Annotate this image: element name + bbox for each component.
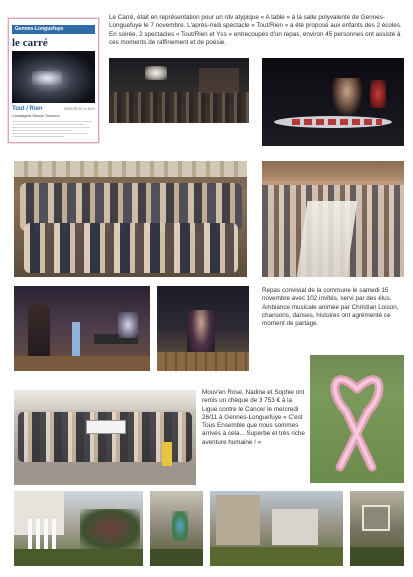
- photo-garden-tree: [150, 491, 203, 566]
- poster-text-line: [12, 133, 88, 134]
- photo-audience-dark-room: [109, 58, 249, 123]
- photo-performer-table: [262, 58, 404, 146]
- poster-band: Gennes-Longuefuye: [12, 25, 95, 34]
- photo-garden-decoration: [14, 491, 143, 566]
- photo-pink-ribbon: [310, 355, 404, 483]
- poster-text-line: [12, 136, 64, 137]
- poster-title: Tout / Rien: [12, 106, 43, 112]
- event-poster: [8, 18, 99, 143]
- photo-house-garden: [210, 491, 343, 566]
- poster-text-line: [12, 124, 84, 125]
- poster-date: MERCREDI 13 NOV.: [64, 107, 96, 111]
- mouv-paragraph: Mouv'en Rose, Nadine et Sophie ont remis un chèque de 3 753 € à la Ligue contre le Cancer le mercredi 26/11 à Gennes-Longuefuye « C'est Tous Ensemble que nous sommes arrivés à cela... Superbe et très riche aventure humaine ! »: [202, 389, 305, 446]
- intro-paragraph: Le Carré, était en représentation pour un rdv atypique « A table » à la salle polyvalente de Gennes-Longuefuye le 7 novembre. L'après-midi spectacle « Tout/Rien » a été proposé aux enfants des 2 écoles. En soirée, 2 spectacles « Tout/Rien et Yss » entrecoupés d'un repas, environ 45 personnes ont assisté à ces moments de raffinement et de poésie.: [109, 14, 402, 46]
- photo-musicians-stage: [14, 286, 150, 371]
- photo-garden-sign: [350, 491, 404, 566]
- poster-subtitle: Compagnie Mesdo Tourneur: [12, 114, 60, 118]
- photo-group-seniors: [14, 161, 247, 277]
- poster-image: [12, 51, 95, 103]
- photo-banquet-hall: [262, 161, 404, 277]
- poster-text-line: [12, 121, 92, 122]
- photo-cheque-group: [14, 390, 196, 485]
- photo-singer-microphone: [157, 286, 249, 371]
- poster-text-line: [12, 127, 90, 128]
- poster-brand: le carré: [12, 37, 48, 49]
- pink-ribbon-icon: [310, 355, 404, 483]
- repas-paragraph: Repas convivial de la commune le samedi 15 novembre avec 102 invités, servi par des élus. Ambiance musicale animée par Christian Loison, chansons, danses, histoires ont agrémenté ce moment de partage.: [262, 287, 399, 328]
- poster-text-line: [12, 130, 72, 131]
